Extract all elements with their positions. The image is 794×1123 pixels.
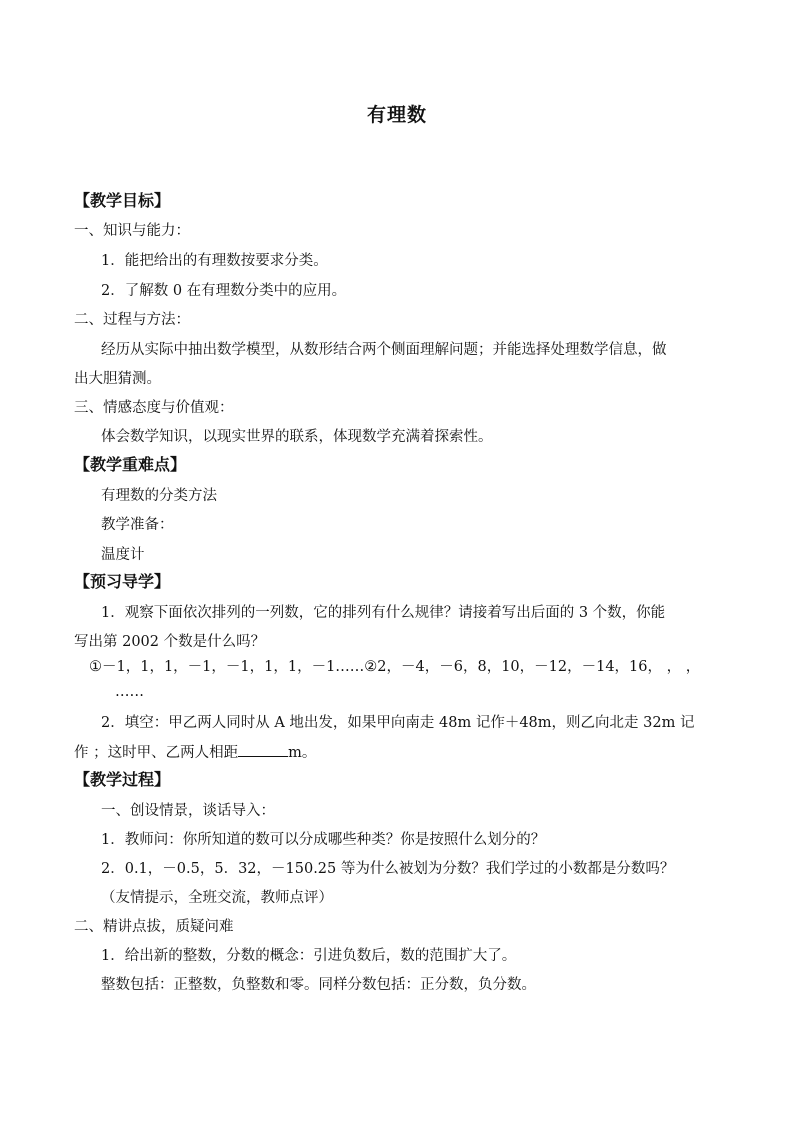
process-step-1-title: 一、创设情景，谈话导入： — [101, 803, 275, 819]
preview-q1-line-1: 1．观察下面依次排列的一列数，它的排列有什么规律？请接着写出后面的 3 个数，你能 — [101, 605, 666, 621]
section-knowledge-ability: 一、知识与能力： — [74, 223, 190, 239]
preview-q2-text-after: m。 — [288, 745, 317, 761]
answer-blank — [238, 742, 288, 757]
goal-item-2: 2．了解数 0 在有理数分类中的应用。 — [101, 283, 347, 299]
heading-teaching-goals: 【教学目标】 — [74, 191, 171, 210]
preview-q2-text-before: 作 ；这时甲、乙两人相距 — [74, 745, 239, 761]
process-text-line-2: 出大胆猜测。 — [74, 371, 161, 387]
section-attitude-values: 三、情感态度与价值观： — [74, 400, 234, 416]
preview-sequences: ①－1，1，1，－1，－1，1，1，－1……②2，－4，－6，8，10，－12，－14，16， ， ， — [89, 659, 701, 675]
process-question-1: 1．教师问：你所知道的数可以分成哪些种类？你是按照什么划分的？ — [101, 832, 546, 848]
concept-line-1: 1．给出新的整数，分数的概念：引进负数后，数的范围扩大了。 — [101, 948, 517, 964]
goal-item-1: 1．能把给出的有理数按要求分类。 — [101, 253, 328, 269]
key-point-text: 有理数的分类方法 — [101, 488, 217, 504]
prep-label: 教学准备： — [101, 517, 174, 533]
prep-item: 温度计 — [101, 547, 145, 563]
heading-key-points: 【教学重难点】 — [74, 455, 187, 474]
process-step-2-title: 二、精讲点拔，质疑问难 — [74, 919, 234, 935]
preview-q2-line-2 — [74, 742, 316, 763]
section-process-method: 二、过程与方法： — [74, 312, 190, 328]
process-question-2: 2．0.1，－0.5，5．32，－150.25 等为什么被划为分数？我们学过的小数都是分数吗？ — [101, 861, 675, 877]
process-hint: （友情提示，全班交流，教师点评） — [101, 890, 333, 906]
preview-q2-line-1: 2．填空：甲乙两人同时从 A 地出发，如果甲向南走 48m 记作＋48m，则乙向北走 32m 记 — [101, 715, 695, 731]
process-text-line-1: 经历从实际中抽出数学模型，从数形结合两个侧面理解问题；并能选择处理数学信息，做 — [101, 342, 667, 358]
heading-teaching-process: 【教学过程】 — [74, 770, 171, 789]
concept-line-2: 整数包括：正整数，负整数和零。同样分数包括：正分数，负分数。 — [101, 977, 536, 993]
preview-q1-line-2: 写出第 2002 个数是什么吗？ — [74, 634, 266, 650]
page-title: 有理数 — [366, 104, 427, 126]
heading-preview-guide: 【预习导学】 — [74, 572, 171, 591]
preview-ellipsis: …… — [115, 684, 144, 700]
attitude-text: 体会数学知识，以现实世界的联系，体现数学充满着探索性。 — [101, 429, 493, 445]
